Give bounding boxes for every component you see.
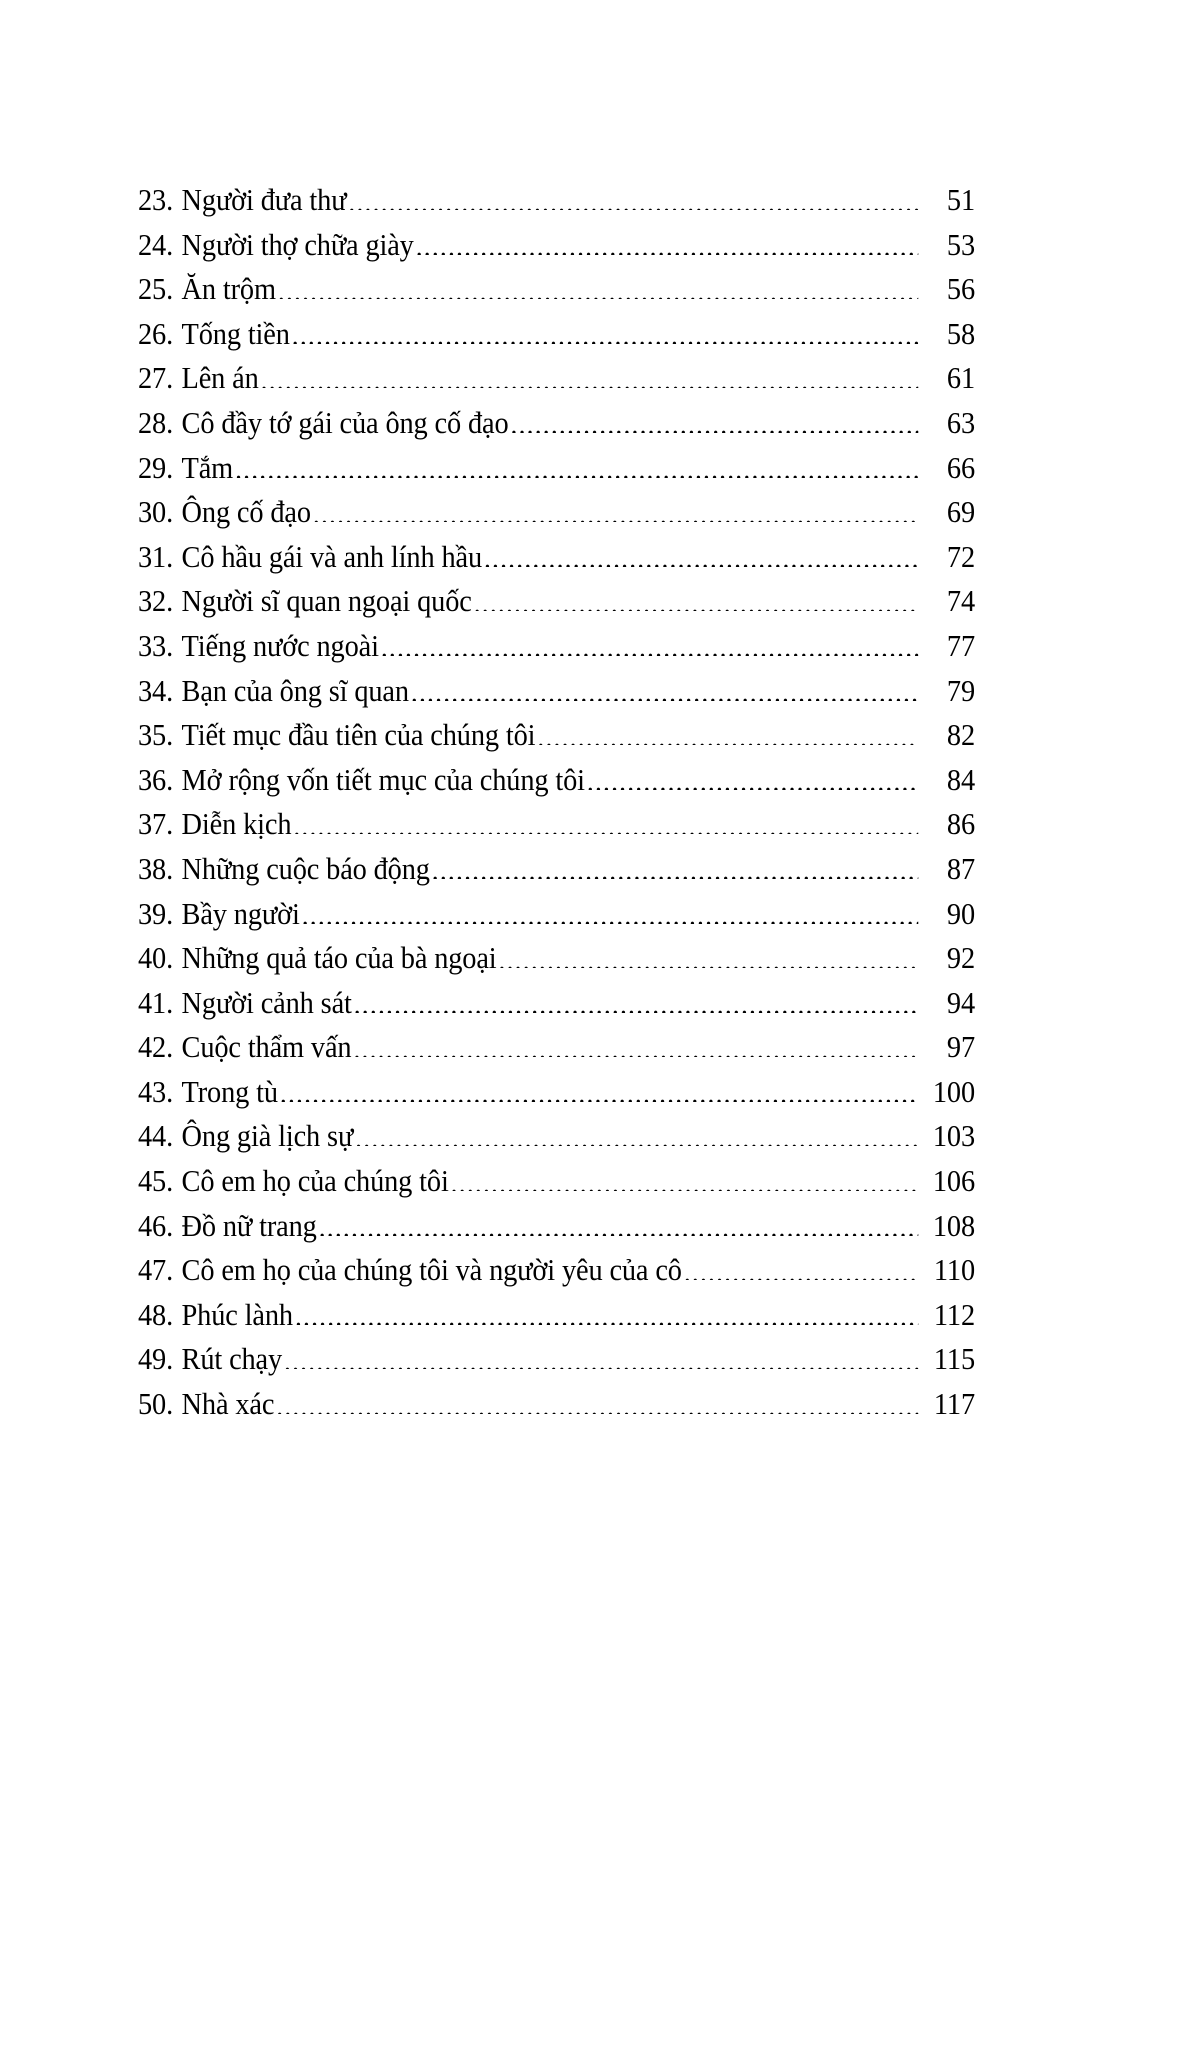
toc-entry-number: 50. bbox=[138, 1387, 174, 1422]
toc-entry-number: 24. bbox=[138, 227, 174, 262]
toc-entry-number: 25. bbox=[138, 272, 174, 307]
toc-entry-page-number: 72 bbox=[946, 539, 975, 574]
toc-entry-page-number: 79 bbox=[946, 673, 975, 708]
toc-entry-title: Tiết mục đầu tiên của chúng tôi bbox=[181, 718, 536, 753]
toc-entry-page-number: 74 bbox=[946, 584, 975, 619]
toc-entry-page-number: 100 bbox=[932, 1074, 975, 1109]
toc-dot-leader bbox=[684, 1250, 919, 1281]
toc-entry-page-number: 108 bbox=[932, 1208, 975, 1243]
toc-dot-leader bbox=[416, 224, 919, 255]
toc-entry-title: Những cuộc báo động bbox=[181, 851, 430, 886]
toc-entry-page-number: 112 bbox=[933, 1297, 975, 1332]
toc-entry[interactable] bbox=[138, 1204, 975, 1249]
toc-dot-leader bbox=[510, 402, 918, 433]
toc-entry-page-number: 63 bbox=[946, 405, 975, 440]
toc-dot-leader bbox=[474, 581, 919, 612]
toc-entry-page-number: 82 bbox=[946, 718, 975, 753]
toc-dot-leader bbox=[235, 447, 918, 478]
toc-dot-leader bbox=[498, 938, 918, 969]
toc-entry[interactable] bbox=[138, 1025, 975, 1070]
toc-entry-number: 41. bbox=[138, 985, 174, 1020]
toc-dot-leader bbox=[261, 358, 919, 389]
toc-entry-title: Bầy người bbox=[181, 896, 300, 931]
toc-dot-leader bbox=[295, 1294, 919, 1325]
toc-entry[interactable] bbox=[138, 981, 975, 1026]
toc-entry-page-number: 69 bbox=[946, 495, 975, 530]
toc-entry-number: 31. bbox=[138, 539, 174, 574]
toc-entry[interactable] bbox=[138, 713, 975, 758]
toc-entry-page-number: 87 bbox=[946, 851, 975, 886]
toc-entry[interactable] bbox=[138, 490, 975, 535]
toc-entry-title: Cô hầu gái và anh lính hầu bbox=[181, 539, 482, 574]
toc-entry-number: 34. bbox=[138, 673, 174, 708]
toc-entry-title: Cô em họ của chúng tôi và người yêu của cô bbox=[181, 1253, 682, 1288]
toc-dot-leader bbox=[411, 670, 919, 701]
toc-entry-title: Cuộc thẩm vấn bbox=[181, 1030, 352, 1065]
toc-entry-title: Tắm bbox=[181, 450, 234, 485]
toc-dot-leader bbox=[355, 1116, 918, 1147]
toc-entry[interactable] bbox=[138, 178, 975, 223]
toc-entry-page-number: 56 bbox=[946, 272, 975, 307]
toc-entry-title: Bạn của ông sĩ quan bbox=[181, 673, 409, 708]
toc-entry[interactable] bbox=[138, 1114, 975, 1159]
toc-entry[interactable] bbox=[138, 936, 975, 981]
toc-entry-number: 43. bbox=[138, 1074, 174, 1109]
toc-entry-title: Diễn kịch bbox=[181, 807, 292, 842]
toc-entry-title: Rút chạy bbox=[181, 1342, 283, 1377]
toc-entry-title: Đồ nữ trang bbox=[181, 1208, 317, 1243]
toc-entry-number: 42. bbox=[138, 1030, 174, 1065]
toc-entry[interactable] bbox=[138, 892, 975, 937]
toc-entry-number: 44. bbox=[138, 1119, 174, 1154]
toc-entry[interactable] bbox=[138, 669, 975, 714]
toc-entry-page-number: 86 bbox=[946, 807, 975, 842]
toc-entry-title: Ăn trộm bbox=[181, 272, 276, 307]
toc-entry-title: Tống tiền bbox=[181, 316, 290, 351]
toc-entry-number: 39. bbox=[138, 896, 174, 931]
toc-dot-leader bbox=[292, 313, 919, 344]
toc-entry-page-number: 106 bbox=[932, 1164, 975, 1199]
toc-entry-page-number: 84 bbox=[946, 762, 975, 797]
toc-dot-leader bbox=[280, 1071, 919, 1102]
toc-entry[interactable] bbox=[138, 1070, 975, 1115]
toc-entry-number: 29. bbox=[138, 450, 174, 485]
toc-entry-page-number: 61 bbox=[946, 361, 975, 396]
toc-entry-title: Mở rộng vốn tiết mục của chúng tôi bbox=[181, 762, 585, 797]
toc-entry[interactable] bbox=[138, 535, 975, 580]
toc-entry-number: 26. bbox=[138, 316, 174, 351]
toc-dot-leader bbox=[293, 804, 918, 835]
toc-entry[interactable] bbox=[138, 624, 975, 669]
toc-entry[interactable] bbox=[138, 401, 975, 446]
toc-dot-leader bbox=[484, 536, 918, 567]
toc-entry-list bbox=[138, 178, 1038, 1427]
toc-entry[interactable] bbox=[138, 356, 975, 401]
toc-entry-title: Cô đầy tớ gái của ông cố đạo bbox=[181, 405, 509, 440]
toc-entry[interactable] bbox=[138, 446, 975, 491]
toc-entry-title: Ông già lịch sự bbox=[181, 1119, 354, 1154]
toc-entry-title: Tiếng nước ngoài bbox=[181, 628, 379, 663]
toc-dot-leader bbox=[451, 1161, 919, 1192]
toc-entry-number: 49. bbox=[138, 1342, 174, 1377]
toc-entry-page-number: 90 bbox=[946, 896, 975, 931]
toc-entry[interactable] bbox=[138, 802, 975, 847]
toc-entry[interactable] bbox=[138, 1159, 975, 1204]
toc-entry-number: 30. bbox=[138, 495, 174, 530]
toc-entry-number: 48. bbox=[138, 1297, 174, 1332]
toc-entry[interactable] bbox=[138, 223, 975, 268]
toc-entry-page-number: 92 bbox=[946, 941, 975, 976]
toc-entry-number: 46. bbox=[138, 1208, 174, 1243]
toc-entry[interactable] bbox=[138, 1337, 975, 1382]
toc-dot-leader bbox=[537, 715, 918, 746]
toc-dot-leader bbox=[348, 180, 918, 211]
toc-entry-page-number: 77 bbox=[946, 628, 975, 663]
toc-entry-page-number: 53 bbox=[946, 227, 975, 262]
toc-entry-number: 47. bbox=[138, 1253, 174, 1288]
toc-entry-page-number: 94 bbox=[946, 985, 975, 1020]
toc-entry-number: 36. bbox=[138, 762, 174, 797]
toc-entry[interactable] bbox=[138, 1293, 975, 1338]
toc-entry-page-number: 115 bbox=[933, 1342, 975, 1377]
toc-entry-title: Những quả táo của bà ngoại bbox=[181, 941, 497, 976]
toc-entry-number: 27. bbox=[138, 361, 174, 396]
toc-dot-leader bbox=[302, 893, 919, 924]
toc-dot-leader bbox=[354, 982, 919, 1013]
toc-entry[interactable] bbox=[138, 1382, 975, 1427]
toc-entry[interactable] bbox=[138, 312, 975, 357]
toc-entry-number: 37. bbox=[138, 807, 174, 842]
toc-entry-page-number: 110 bbox=[933, 1253, 975, 1288]
toc-entry-number: 40. bbox=[138, 941, 174, 976]
toc-entry-title: Trong tù bbox=[181, 1074, 278, 1109]
toc-dot-leader bbox=[432, 848, 919, 879]
toc-entry-title: Người đưa thư bbox=[181, 183, 347, 217]
toc-dot-leader bbox=[313, 492, 919, 523]
toc-entry-page-number: 66 bbox=[946, 450, 975, 485]
toc-dot-leader bbox=[587, 759, 919, 790]
toc-entry-number: 28. bbox=[138, 405, 174, 440]
toc-entry-number: 45. bbox=[138, 1164, 174, 1199]
toc-dot-leader bbox=[276, 1384, 918, 1415]
toc-entry-number: 33. bbox=[138, 628, 174, 663]
toc-dot-leader bbox=[278, 269, 919, 300]
toc-entry-number: 35. bbox=[138, 718, 174, 753]
toc-entry[interactable] bbox=[138, 579, 975, 624]
toc-entry[interactable] bbox=[138, 1248, 975, 1293]
toc-entry[interactable] bbox=[138, 267, 975, 312]
toc-entry-title: Người sĩ quan ngoại quốc bbox=[181, 584, 472, 619]
toc-entry-number: 32. bbox=[138, 584, 174, 619]
toc-entry-title: Người cảnh sát bbox=[181, 985, 352, 1020]
toc-entry-number: 38. bbox=[138, 851, 174, 886]
toc-entry-title: Người thợ chữa giày bbox=[181, 227, 414, 262]
toc-entry-title: Cô em họ của chúng tôi bbox=[181, 1164, 449, 1199]
toc-entry-page-number: 103 bbox=[932, 1119, 975, 1154]
toc-entry-title: Lên án bbox=[181, 361, 259, 396]
toc-dot-leader bbox=[319, 1205, 919, 1236]
toc-entry-title: Nhà xác bbox=[181, 1387, 275, 1422]
toc-entry-page-number: 97 bbox=[946, 1030, 975, 1065]
toc-entry-number: 23. bbox=[138, 183, 174, 217]
toc-dot-leader bbox=[353, 1027, 918, 1058]
toc-dot-leader bbox=[381, 625, 919, 656]
toc-entry-page-number: 117 bbox=[933, 1387, 975, 1422]
toc-entry-page-number: 58 bbox=[946, 316, 975, 351]
toc-entry-title: Phúc lành bbox=[181, 1297, 293, 1332]
toc-entry-title: Ông cố đạo bbox=[181, 495, 311, 530]
toc-entry[interactable] bbox=[138, 758, 975, 803]
toc-entry[interactable] bbox=[138, 847, 975, 892]
toc-entry-page-number: 51 bbox=[946, 183, 975, 217]
toc-dot-leader bbox=[284, 1339, 918, 1370]
